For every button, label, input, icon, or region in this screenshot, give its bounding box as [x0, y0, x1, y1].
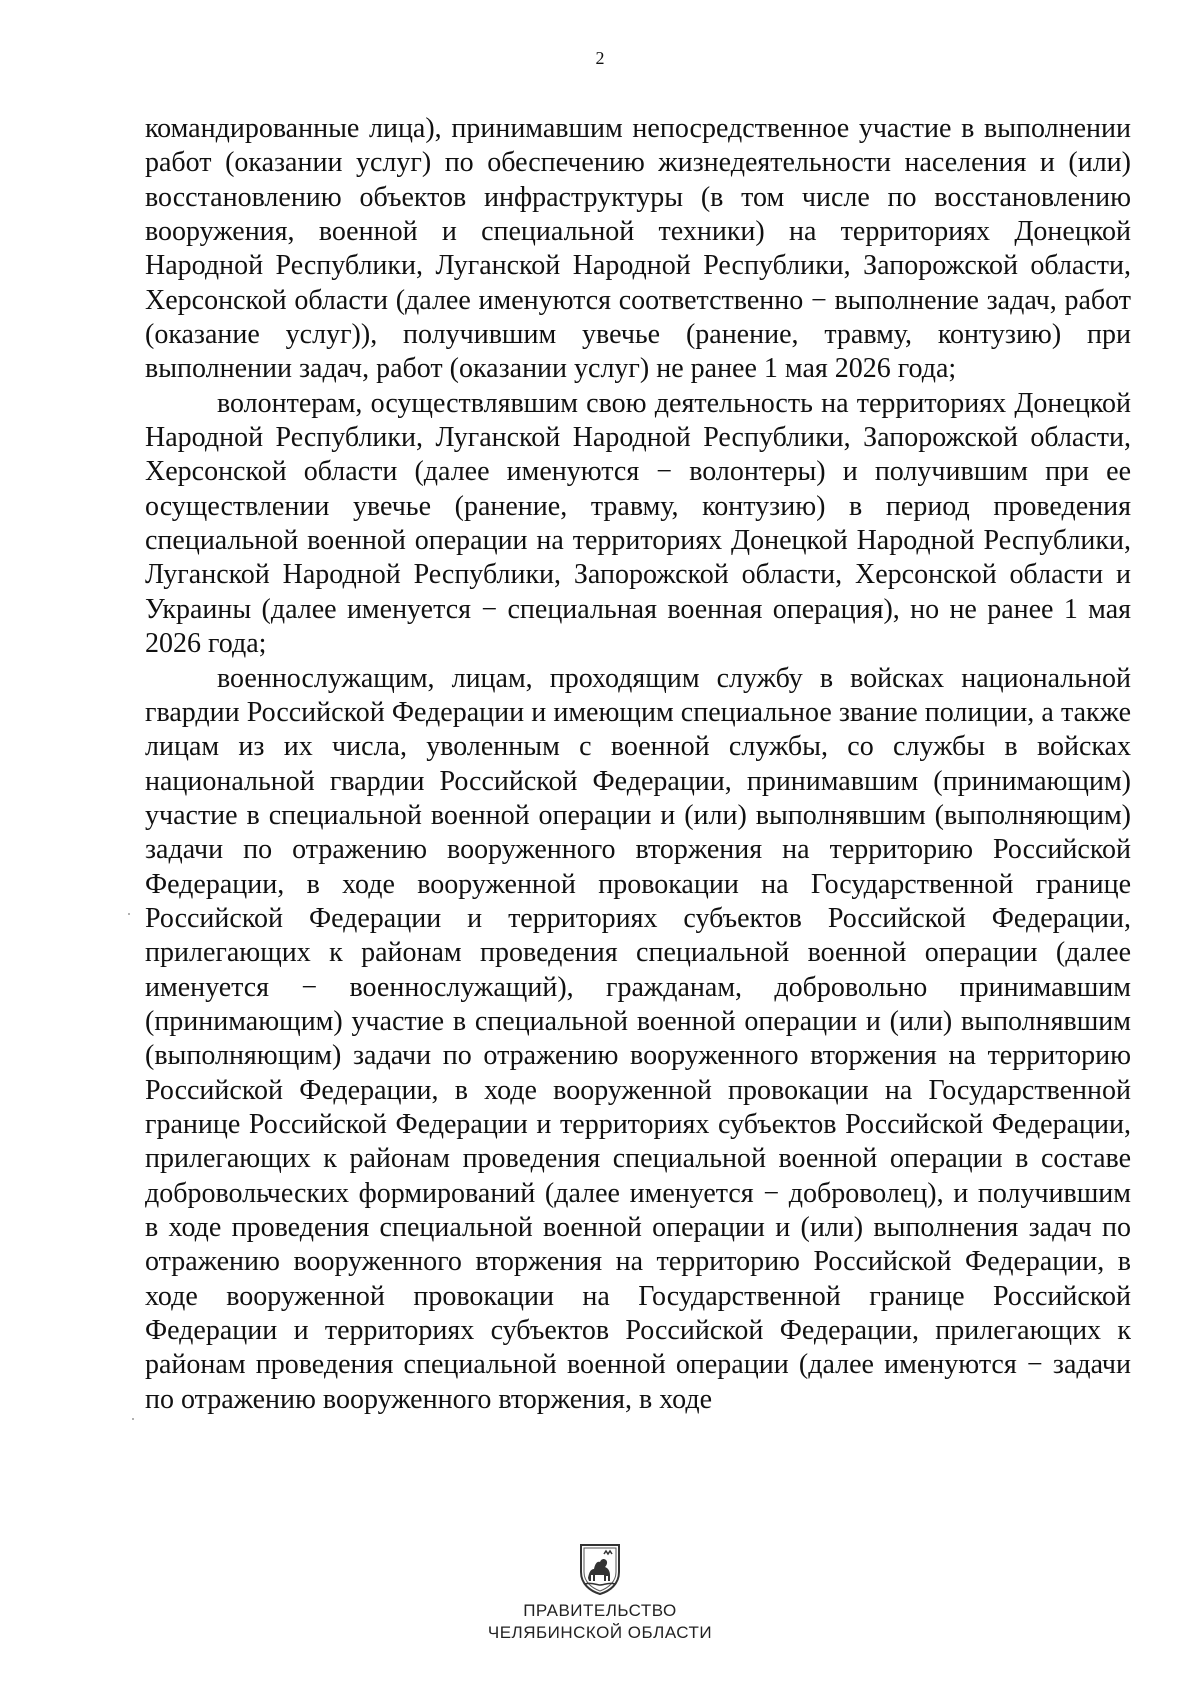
footer-line-government: ПРАВИТЕЛЬСТВО — [523, 1601, 677, 1620]
paragraph-volunteers: волонтерам, осуществлявшим свою деятельность на территориях Донецкой Народной Республики, Луганской Народной Республики, Запорожской области, Херсонской области (далее именуются − волонтеры) и получившим при ее осуществлении увечье (ранение, травму, контузию) в период проведения специальной военной операции на территориях Донецкой Народной Республики, Луганской Народной Республики, Запорожской области, Херсонской области и Украины (далее именуется − специальная военная операция), но не ранее 1 мая 2026 года; — [145, 387, 1131, 660]
footer-line-region: ЧЕЛЯБИНСКОЙ ОБЛАСТИ — [487, 1623, 713, 1642]
scan-speck — [128, 913, 130, 915]
paragraph-commissioned-persons: командированные лица), принимавшим непосредственное участие в выполнении работ (оказании услуг) по обеспечению жизнедеятельности населения и (или) восстановлению объектов инфраструктуры (в том числе по восстановлению вооружения, военной и специальной техники) на территориях Донецкой Народной Республики, Луганской Народной Республики, Запорожской области, Херсонской области (далее именуются соответственно − выполнение задач, работ (оказание услуг)), получившим увечье (ранение, травму, контузию) при выполнении задач, работ (оказании услуг) не ранее 1 мая 2026 года; — [145, 113, 1131, 385]
chelyabinsk-coat-of-arms-icon — [577, 1542, 623, 1596]
document-body — [145, 112, 1131, 1417]
government-footer — [0, 1542, 1200, 1644]
page-number: 2 — [595, 48, 605, 68]
paragraph-military-personnel: военнослужащим, лицам, проходящим службу в войсках национальной гвардии Российской Федерации и имеющим специальное звание полиции, а также лицам из их числа, уволенным с военной службы, со службы в войсках национальной гвардии Российской Федерации, принимавшим (принимающим) участие в специальной военной операции и (или) выполнявшим (выполняющим) задачи по отражению вооруженного вторжения на территорию Российской Федерации, в ходе вооруженной провокации на Государственной границе Российской Федерации и территориях субъектов Российской Федерации, прилегающих к районам проведения специальной военной операции (далее именуется − военнослужащий), гражданам, добровольно принимавшим (принимающим) участие в специальной военной операции и (или) выполнявшим (выполняющим) задачи по отражению вооруженного вторжения на территорию Российской Федерации, в ходе вооруженной провокации на Государственной границе Российской Федерации и территориях субъектов Российской Федерации, прилегающих к районам проведения специальной военной операции в составе добровольческих формирований (далее именуется − доброволец), и получившим в ходе проведения специальной военной операции и (или) выполнения задач по отражению вооруженного вторжения на территорию Российской Федерации, в ходе вооруженной провокации на Государственной границе Российской Федерации и территориях субъектов Российской Федерации, прилегающих к районам проведения специальной военной операции (далее именуются − задачи по отражению вооруженного вторжения, в ходе — [145, 662, 1131, 1415]
scan-speck — [132, 1418, 134, 1420]
